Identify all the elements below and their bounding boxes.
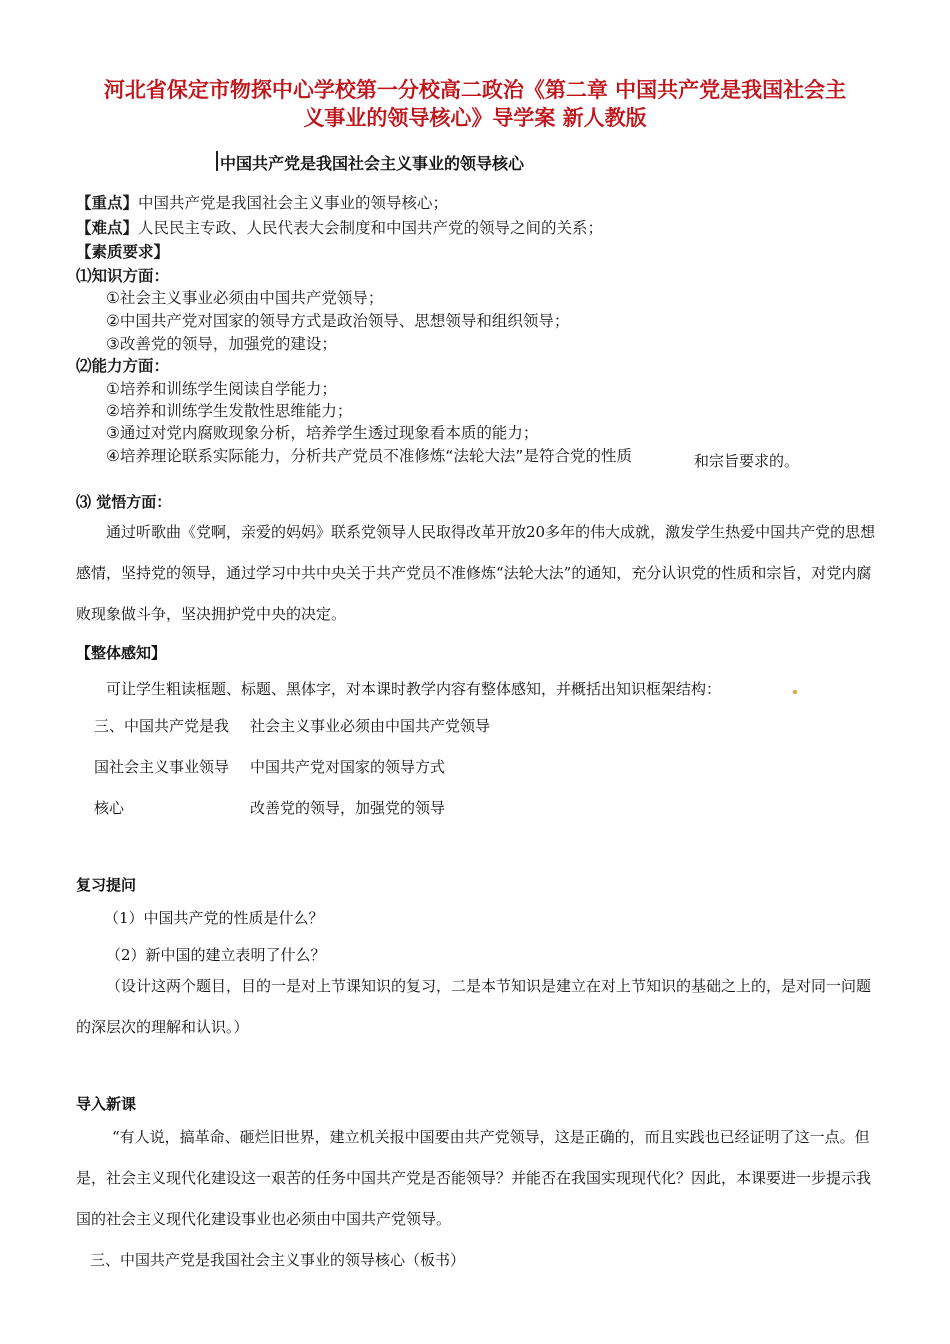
focus-label: 【重点】 [76, 194, 139, 212]
intro-paragraph: “有人说，搞革命、砸烂旧世界，建立机关报中国要由共产党领导，这是正确的，而且实践也已经证明了这一点。但是，社会主义现代化建设这一艰苦的任务中国共产党是否能领导？并能否在我国实现现代化？因此，本课要进一步提示我国的社会主义现代化建设事业也必须由中国共产党领导。 [76, 1128, 872, 1228]
review-heading: 复习提问 [76, 876, 137, 894]
difficulty-line [76, 217, 603, 239]
difficulty-text: 人民民主专政、人民代表大会制度和中国共产党的领导之间的关系； [138, 219, 604, 237]
knowledge-label: ⑴知识方面： [76, 267, 170, 285]
review-question-2: （2）新中国的建立表明了什么？ [106, 946, 326, 964]
awareness-paragraph: 通过听歌曲《党啊，亲爱的妈妈》联系党领导人民取得改革开放20多年的伟大成就，激发学生热爱中国共产党的思想感情，坚持党的领导，通过学习中共中央关于共产党员不准修炼“法轮大法”的通知，充分认识党的性质和宗旨，对党内腐败现象做斗争，坚决拥护党中央的决定。 [76, 523, 876, 623]
quality-label: 【素质要求】 [76, 243, 170, 261]
ability-label: ⑵能力方面： [76, 357, 170, 375]
knowledge-item: ③改善党的领导，加强党的建设； [106, 335, 337, 353]
framework-left-line: 三、中国共产党是我 [94, 717, 230, 735]
doc-title-line1: 河北省保定市物探中心学校第一分校高二政治《第二章 中国共产党是我国社会主 [103, 78, 847, 102]
text-cursor [216, 151, 218, 171]
difficulty-label: 【难点】 [76, 219, 139, 237]
board-title: 三、中国共产党是我国社会主义事业的领导核心（板书） [90, 1251, 466, 1269]
section-subtitle: 中国共产党是我国社会主义事业的领导核心 [220, 154, 525, 173]
framework-left-line: 国社会主义事业领导 [94, 758, 230, 776]
intro-heading: 导入新课 [76, 1095, 137, 1113]
overview-intro: 可让学生粗读框题、标题、黑体字，对本课时教学内容有整体感知，并概括出知识框架结构： [106, 680, 722, 698]
focus-text: 中国共产党是我国社会主义事业的领导核心； [138, 194, 449, 212]
doc-title-line2: 义事业的领导核心》导学案 新人教版 [303, 106, 647, 130]
knowledge-item: ②中国共产党对国家的领导方式是政治领导、思想领导和组织领导； [106, 312, 570, 330]
review-note: （设计这两个题目，目的一是对上节课知识的复习，二是本节知识是建立在对上节知识的基础之上的，是对同一问题的深层次的理解和认识。） [76, 977, 872, 1036]
ability-item: ②培养和训练学生发散性思维能力； [106, 402, 353, 420]
dot-mark [793, 690, 797, 694]
framework-right-item: 中国共产党对国家的领导方式 [250, 758, 446, 776]
ability-item: ①培养和训练学生阅读自学能力； [106, 380, 337, 398]
focus-line [76, 192, 448, 214]
review-question-1: （1）中国共产党的性质是什么？ [104, 909, 324, 927]
framework-right-item: 改善党的领导，加强党的领导 [250, 799, 446, 817]
awareness-heading: ⑶ 觉悟方面： [76, 493, 172, 511]
knowledge-item: ①社会主义事业必须由中国共产党领导； [106, 289, 384, 307]
framework-right-item: 社会主义事业必须由中国共产党领导 [250, 717, 491, 735]
ability-item: ③通过对党内腐败现象分析，培养学生透过现象看本质的能力； [106, 424, 539, 442]
ability-item-tail: 和宗旨要求的。 [694, 452, 800, 470]
framework-left-line: 核心 [94, 799, 125, 817]
overview-heading: 【整体感知】 [76, 644, 167, 662]
ability-item: ④培养理论联系实际能力，分析共产党员不准修炼“法轮大法”是符合党的性质 [106, 447, 632, 465]
